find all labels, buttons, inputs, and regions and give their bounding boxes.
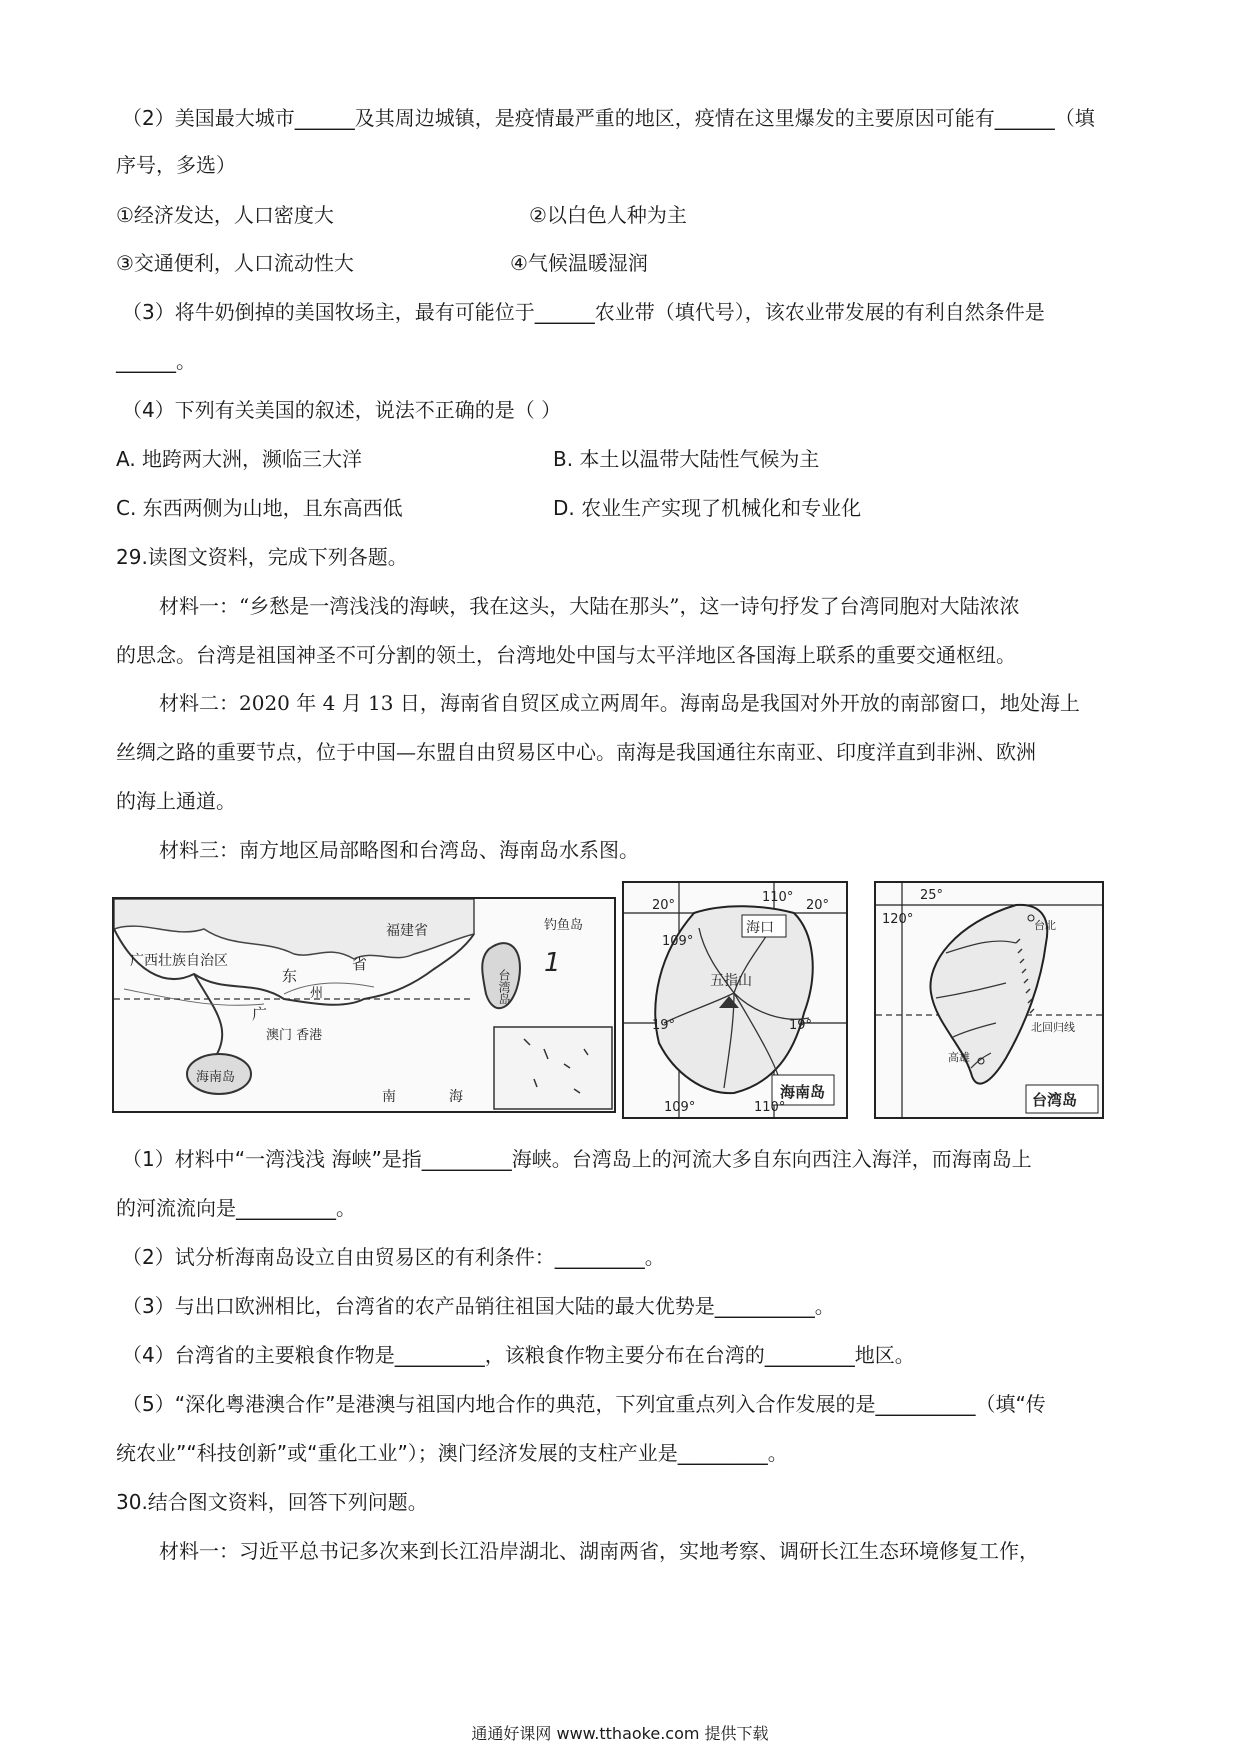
gaoxiong-label: 高雄: [948, 1051, 970, 1064]
south-china-map: [112, 897, 616, 1113]
hainan-map-title: 海南岛: [780, 1083, 826, 1101]
taiwan-river-map: [874, 881, 1104, 1119]
hai-label: 海: [449, 1089, 463, 1105]
macau-hk-label: 澳门 香港: [266, 1028, 323, 1043]
q30-title: 30.结合图文资料，回答下列问题。: [116, 1490, 428, 1514]
q29-answer-2: （2）试分析海南岛设立自由贸易区的有利条件：_________。: [122, 1245, 665, 1269]
nan-label: 南: [382, 1089, 396, 1105]
q29-answer-5: （5）“深化粤港澳合作”是港澳与祖国内地合作的典范，下列宜重点列入合作发展的是__________（填“传: [122, 1392, 1046, 1416]
fujian-label: 福建省: [386, 923, 428, 939]
number-1-label: 1: [544, 948, 561, 978]
q28-option-3: ③交通便利，人口流动性大: [116, 251, 354, 275]
lat-19-right: 19°: [789, 1018, 813, 1033]
q29-material-2b: 丝绸之路的重要节点，位于中国—东盟自由贸易区中心。南海是我国通往东南亚、印度洋直到非洲、欧洲: [116, 740, 1036, 764]
guangxi-label: 广西壮族自治区: [130, 953, 228, 969]
q29-answer-1: （1）材料中“一湾浅浅 海峡”是指_________海峡。台湾岛上的河流大多自东向西注入海洋，而海南岛上: [122, 1147, 1032, 1171]
q29-material-3: 材料三：南方地区局部略图和台湾岛、海南岛水系图。: [159, 838, 639, 862]
q28-option-d: D. 农业生产实现了机械化和专业化: [553, 496, 862, 520]
page-footer: 通通好课网 www.tthaoke.com 提供下载: [471, 1724, 769, 1743]
q28-option-2: ②以白色人种为主: [529, 203, 687, 227]
lat-20-left: 20°: [652, 898, 676, 913]
lat-25-label: 25°: [920, 888, 944, 903]
lon-110-top: 110°: [762, 890, 794, 905]
sheng-label: 省: [352, 955, 368, 973]
tropic-label: 北回归线: [1031, 1021, 1075, 1034]
q29-answer-4: （4）台湾省的主要粮食作物是_________，该粮食作物主要分布在台湾的_________地区。: [122, 1343, 915, 1367]
q29-title: 29.读图文资料，完成下列各题。: [116, 545, 408, 569]
lon-109-left: 109°: [662, 934, 694, 949]
q28-option-c: C. 东西两侧为山地，且东高西低: [116, 496, 403, 520]
q29-material-1b: 的思念。台湾是祖国神圣不可分割的领土，台湾地处中国与太平洋地区各国海上联系的重要交通枢纽。: [116, 643, 1016, 667]
q28-part3: （3）将牛奶倒掉的美国牧场主，最有可能位于______农业带（填代号），该农业带发展的有利自然条件是: [122, 300, 1045, 324]
q28-option-4: ④气候温暖湿润: [510, 251, 648, 275]
hainan-river-map: [622, 881, 848, 1119]
q29-answer-3: （3）与出口欧洲相比，台湾省的农产品销往祖国大陆的最大优势是__________。: [122, 1294, 835, 1318]
hainan-island-label: 海南岛: [196, 1070, 236, 1085]
dong-label: 东: [282, 967, 298, 985]
q28-option-b: B. 本土以温带大陆性气候为主: [553, 447, 820, 471]
lat-19-left: 19°: [652, 1018, 676, 1033]
lon-110-bottom: 110°: [754, 1100, 786, 1115]
lon-109-bottom: 109°: [664, 1100, 696, 1115]
q30-material-1: 材料一：习近平总书记多次来到长江沿岸湖北、湖南两省，实地考察、调研长江生态环境修复工作，: [159, 1539, 1039, 1563]
guang-label: 广: [252, 1005, 268, 1023]
diaoyu-label: 钓鱼岛: [544, 918, 584, 933]
lon-120-label: 120°: [882, 912, 914, 927]
q28-part4: （4）下列有关美国的叙述，说法不正确的是（ ）: [122, 398, 562, 422]
q28-part3-cont: ______。: [116, 349, 196, 373]
taibei-label: 台北: [1034, 919, 1056, 932]
q29-material-1a: 材料一：“乡愁是一湾浅浅的海峡，我在这头，大陆在那头”，这一诗句抒发了台湾同胞对大陆浓浓: [159, 594, 1020, 618]
zhou-label: 州: [310, 986, 324, 1001]
wuzhishan-label: 五指山: [710, 973, 752, 989]
q28-option-a: A. 地跨两大洲，濒临三大洋: [116, 447, 363, 471]
haikou-label: 海口: [746, 920, 774, 936]
q29-material-2c: 的海上通道。: [116, 789, 236, 813]
q28-part2-cont: 序号，多选）: [116, 153, 236, 177]
q28-option-1: ①经济发达，人口密度大: [116, 203, 334, 227]
lat-20-right: 20°: [806, 898, 830, 913]
q28-part2: （2）美国最大城市______及其周边城镇，是疫情最严重的地区，疫情在这里爆发的主要原因可能有______（填: [122, 106, 1095, 130]
q29-material-2a: 材料二：2020 年 4 月 13 日，海南省自贸区成立两周年。海南岛是我国对外开放的南部窗口，地处海上: [159, 691, 1080, 715]
q29-answer-1-cont: 的河流流向是__________。: [116, 1196, 356, 1220]
taiwan-island-label: 台湾岛: [497, 969, 511, 1005]
q29-answer-5-cont: 统农业”“科技创新”或“重化工业”）；澳门经济发展的支柱产业是_________。: [116, 1441, 788, 1465]
taiwan-map-title: 台湾岛: [1032, 1091, 1078, 1109]
